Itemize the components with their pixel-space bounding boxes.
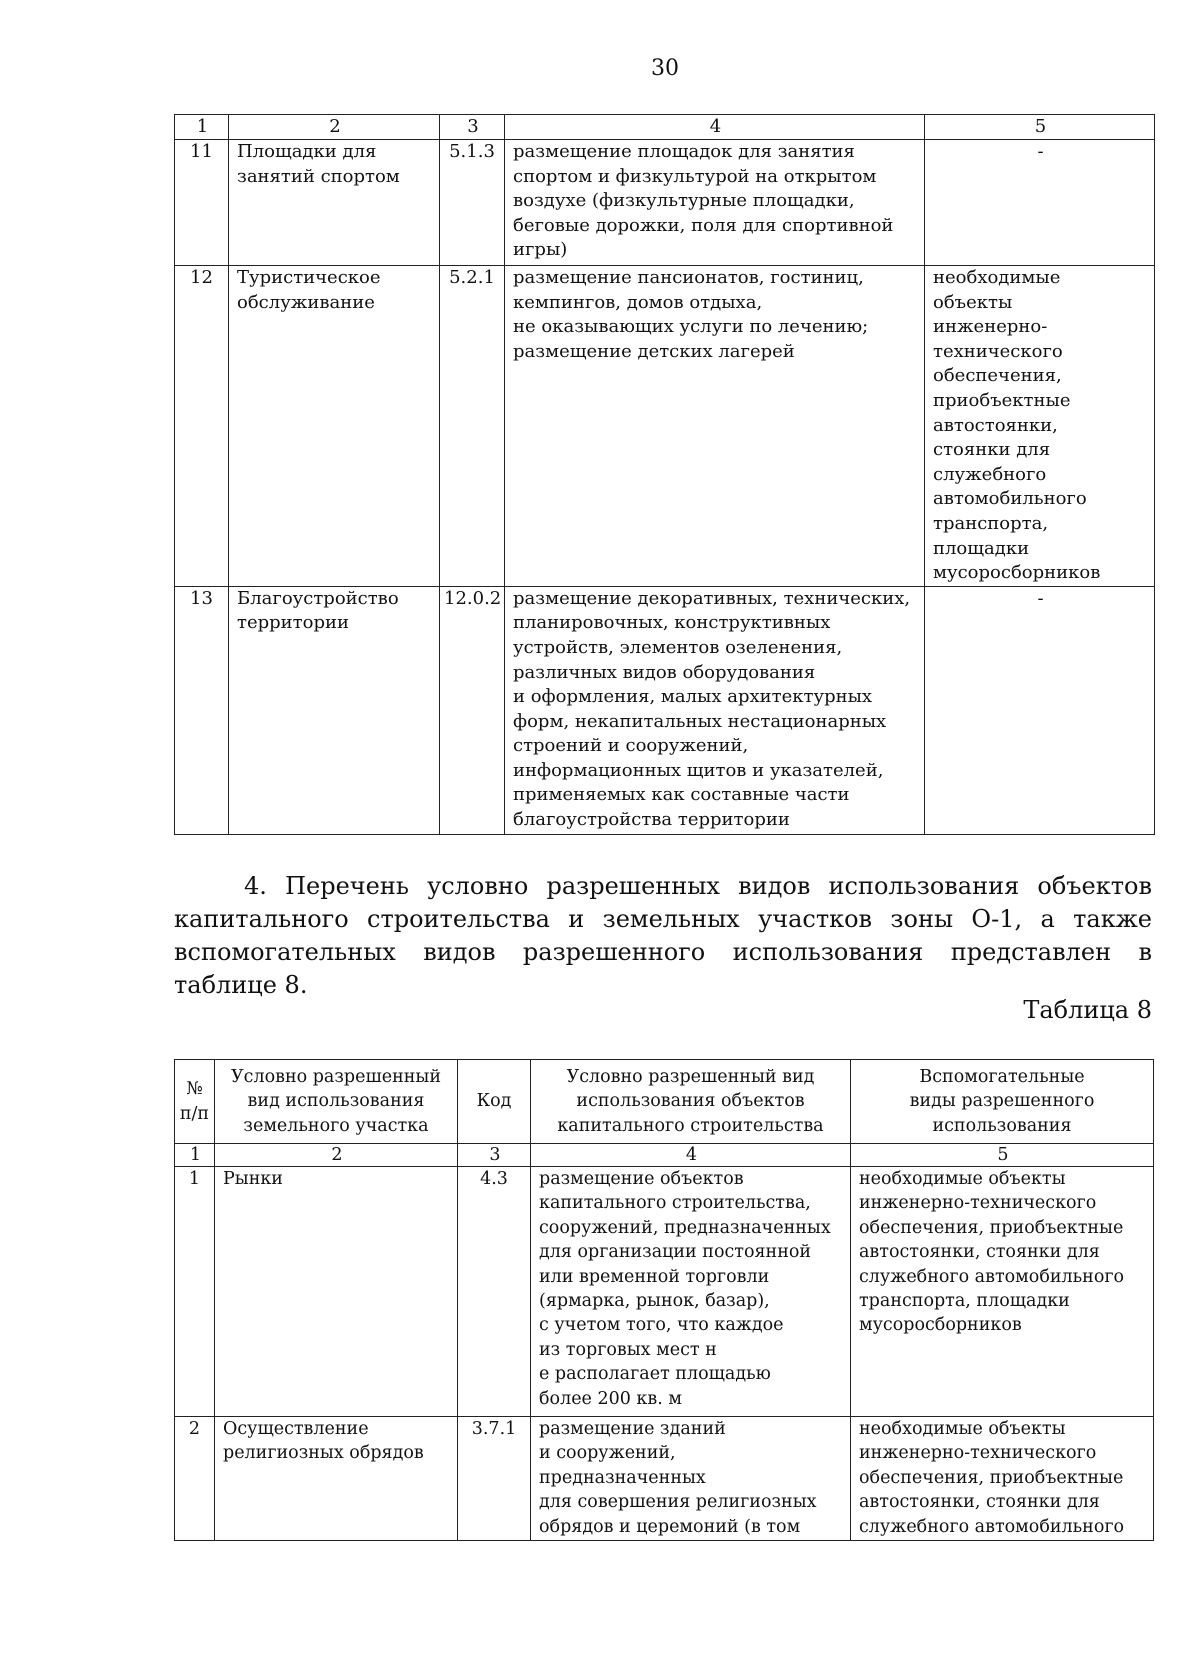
auxiliary-uses: необходимые объекты инженерно-технического обеспечения, приобъектные автостоянки, стоянки для служебного автомобильного — [851, 1417, 1154, 1541]
land-use-type: Туристическое обслуживание — [229, 266, 440, 587]
table-header-numbers — [175, 1144, 1154, 1167]
header-number: № п/п — [175, 1060, 215, 1144]
column-number: 1 — [175, 115, 229, 140]
use-description: размещение площадок для занятия спортом и физкультурой на открытом воздухе (физкультурные площадки, беговые дорожки, поля для спортивной игры) — [505, 140, 925, 266]
use-description: размещение объектов капитального строительства, сооружений, предназначенных для организации постоянной или временной торговли (ярмарка, рынок, базар), с учетом того, что каждое из торговых мест н е располагает площадью более 200 кв. м — [531, 1167, 851, 1417]
use-code: 3.7.1 — [458, 1417, 531, 1541]
row-number: 12 — [175, 266, 229, 587]
table-row — [175, 140, 1155, 266]
row-number: 11 — [175, 140, 229, 266]
use-code: 12.0.2 — [440, 586, 505, 834]
column-number: 3 — [458, 1144, 531, 1167]
use-code: 5.2.1 — [440, 266, 505, 587]
auxiliary-uses: - — [925, 140, 1155, 266]
column-number: 4 — [505, 115, 925, 140]
table-row — [175, 266, 1155, 587]
column-number: 5 — [851, 1144, 1154, 1167]
row-number: 13 — [175, 586, 229, 834]
header-land-use: Условно разрешенный вид использования земельного участка — [215, 1060, 458, 1144]
table-row — [175, 1167, 1154, 1417]
land-use-type: Осуществление религиозных обрядов — [215, 1417, 458, 1541]
use-description: размещение пансионатов, гостиниц, кемпингов, домов отдыха, не оказывающих услуги по лечению; размещение детских лагерей — [505, 266, 925, 587]
zoning-table-continued — [174, 114, 1155, 835]
table-row — [175, 586, 1155, 834]
table-8 — [174, 1059, 1154, 1541]
table-caption: Таблица 8 — [1023, 996, 1152, 1024]
table-header-numbers — [175, 115, 1155, 140]
column-number: 2 — [229, 115, 440, 140]
header-code: Код — [458, 1060, 531, 1144]
land-use-type: Площадки для занятий спортом — [229, 140, 440, 266]
header-auxiliary: Вспомогательные виды разрешенного использования — [851, 1060, 1154, 1144]
land-use-type: Благоустройство территории — [229, 586, 440, 834]
column-number: 4 — [531, 1144, 851, 1167]
column-number: 3 — [440, 115, 505, 140]
column-number: 2 — [215, 1144, 458, 1167]
auxiliary-uses: - — [925, 586, 1155, 834]
column-number: 5 — [925, 115, 1155, 140]
section-paragraph: 4. Перечень условно разрешенных видов использования объектов капитального строительства и земельных участков зоны О-1, а также вспомогательных видов разрешенного использования представлен в таблице 8. — [174, 872, 1152, 999]
use-description: размещение зданий и сооружений, предназначенных для совершения религиозных обрядов и церемоний (в том — [531, 1417, 851, 1541]
table-header — [175, 1060, 1154, 1144]
land-use-type: Рынки — [215, 1167, 458, 1417]
use-description: размещение декоративных, технических, планировочных, конструктивных устройств, элементов озеленения, различных видов оборудования и оформления, малых архитектурных форм, некапитальных нестационарных строений и сооружений, информационных щитов и указателей, применяемых как составные части благоустройства территории — [505, 586, 925, 834]
use-code: 4.3 — [458, 1167, 531, 1417]
use-code: 5.1.3 — [440, 140, 505, 266]
auxiliary-uses: необходимые объекты инженерно-технического обеспечения, приобъектные автостоянки, стоянки для служебного автомобильного транспорта, площадки мусоросборников — [851, 1167, 1154, 1417]
table-row — [175, 1417, 1154, 1541]
header-description: Условно разрешенный вид использования объектов капитального строительства — [531, 1060, 851, 1144]
column-number: 1 — [175, 1144, 215, 1167]
row-number: 1 — [175, 1167, 215, 1417]
page-number: 30 — [651, 56, 679, 81]
auxiliary-uses: необходимые объекты инженерно- технического обеспечения, приобъектные автостоянки, стоянки для служебного автомобильного транспорта, площадки мусоросборников — [925, 266, 1155, 587]
row-number: 2 — [175, 1417, 215, 1541]
